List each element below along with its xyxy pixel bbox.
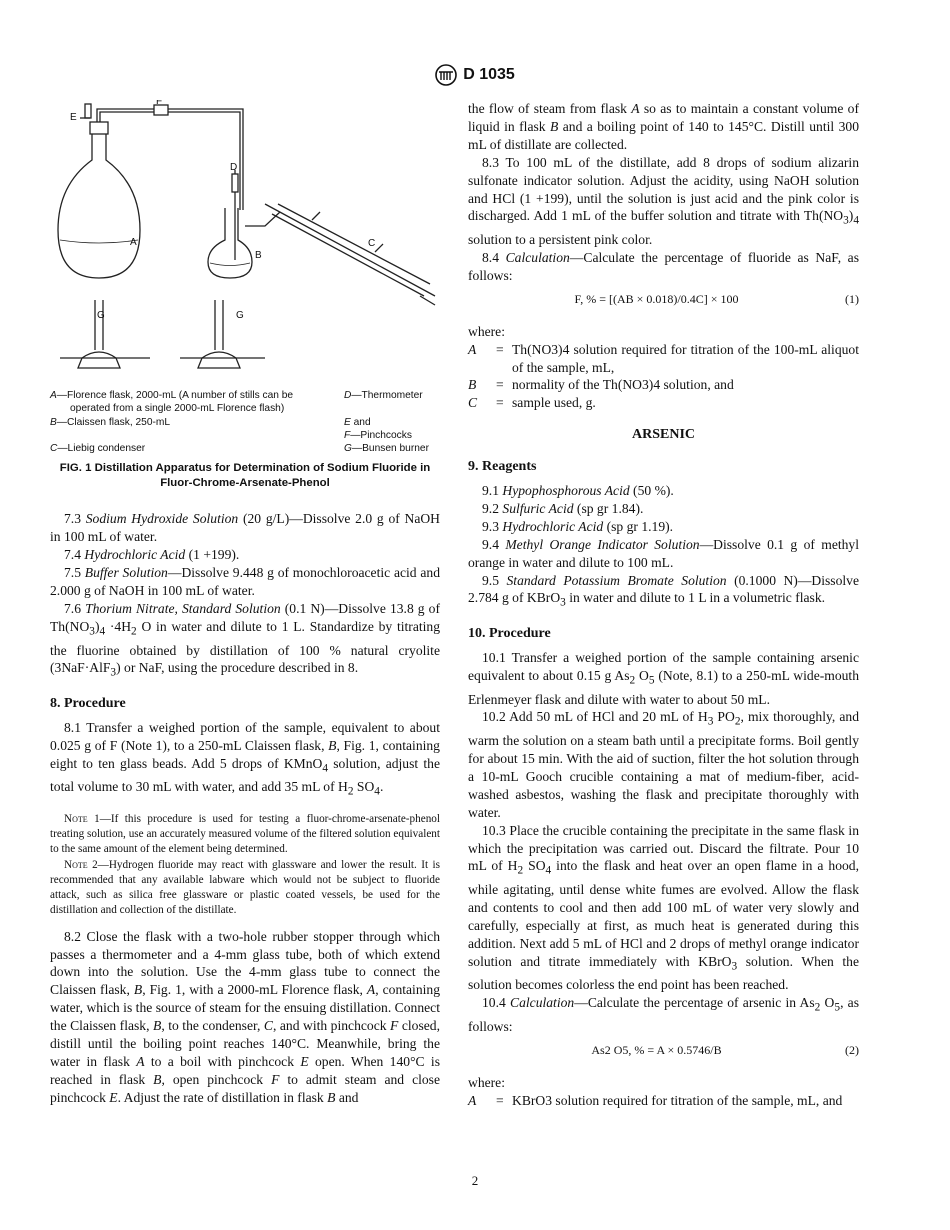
paragraph-9-2: 9.2 Sulfuric Acid (sp gr 1.84). (482, 500, 644, 516)
where-label-1: where: (468, 323, 505, 339)
legend-item-a-cont: operated from a single 2000-mL Florence flash) (70, 403, 285, 415)
page-number: 2 (471, 1173, 479, 1188)
document-designation: D 1035 (463, 66, 515, 83)
legend-item-g: G—Bunsen burner (344, 443, 429, 455)
figure-apparatus (50, 100, 440, 385)
left-column (50, 100, 440, 1107)
paragraph-7-3: 7.3 Sodium Hydroxide Solution (20 g/L)—Dissolve 2.0 g of NaOH in 100 mL of water. (50, 511, 440, 545)
legend-item-c: C—Liebig condenser (50, 443, 146, 455)
label-g-left: G (97, 310, 105, 321)
paragraph-8-3: 8.3 To 100 mL of the distillate, add 8 drops of sodium alizarin sulfonate indicator solution. Adjust the acidity, using NaOH solution and HCl (1 +199), until the solution is just acid and the pink color is discharged. Add 1 mL of the buffer solution and titrate with $Th(NO_3)_4$ solution to a persistent pink color. (468, 154, 859, 248)
definition-a: A = Th(NO3)4 solution required for titration of the 100-mL aliquot of the sample, mL, (468, 341, 859, 375)
legend-item-b: B—Claissen flask, 250-mL (50, 416, 171, 428)
legend-item-e: E and (344, 416, 371, 428)
legend-item-a: A—Florence flask, 2000-mL (A number of stills can be (50, 390, 294, 401)
astm-logo-icon (435, 64, 457, 86)
legend-spacer (50, 429, 340, 442)
legend-left (50, 389, 340, 455)
paragraph-7-6: 7.6 Thorium Nitrate, Standard Solution (0.1 N)—Dissolve 13.8 g of $Th(NO_3)_4 \cdot 4H_2$ O in water and dilute to 1 L. Standardize by titrating the fluorine obtained by distillation of 100 % natural cryolite (3NaF·AlF$_3$) or NaF, using the procedure described in 8. (50, 601, 441, 680)
note-2: Note 2—Hydrogen fluoride may react with glassware and lower the result. It is recommended that any available labware which would not be subject to fluoride attack, such as silica free glassware or plastic coated vessels, be used for the distillation and collection of the distillate. (50, 859, 440, 916)
label-f: F (156, 100, 163, 107)
note-1: Note 1—If this procedure is used for testing a fluor-chrome-arsenate-phenol treating solution, use an accurately measured volume of the filtered solution equivalent to the same amount of the element being determined. (50, 813, 440, 855)
equation-2-number: (2) (845, 1042, 859, 1057)
paragraph-7-5: 7.5 Buffer Solution—Dissolve 9.448 g of monochloroacetic acid and 2.000 g of NaOH in 100 mL of water. (50, 565, 440, 599)
distillation-apparatus-drawing (50, 100, 440, 385)
section-10-heading: 10. Procedure (468, 626, 551, 642)
paragraph-8-4: 8.4 Calculation—Calculate the percentage of fluoride as NaF, as follows: (468, 249, 859, 283)
paragraph-8-2: 8.2 Close the flask with a two-hole rubber stopper through which passes a thermometer and a 4-mm glass tube, both of which extend down into the solution. Use the 4-mm glass tube to connect the Claissen flask, B, Fig. 1, with a 2000-mL Florence flask, A, containing water, which is the source of steam for the ensuing distillation. Connect the Claissen flask, B, to the condenser, C, and with pinchcock F closed, distill until the boiling point reaches 140°C. Meanwhile, bring the water in flask A to a boil with pinchcock E open. When 140°C is reached in flask B, open pinchcock F to admit steam and close pinchcock E. Adjust the rate of distillation in flask B and (50, 928, 441, 1105)
section-9-heading: 9. Reagents (468, 459, 537, 475)
legend-item-f: F—Pinchcocks (344, 429, 412, 441)
label-a: A (130, 237, 137, 248)
paragraph-10-2: 10.2 Add 50 mL of HCl and 20 mL of $H_3$ $PO_2$, mix thoroughly, and warm the solution on a steam bath until a precipitate forms. Boil gently for about 15 min. With the aid of suction, filter the hot solution through a 10-mL Gooch crucible containing a mat of medium-fiber, acid-washed asbestos, washing the flask and precipitate thoroughly with water. (468, 709, 859, 820)
equation-2 (468, 1042, 859, 1060)
paragraph-9-4: 9.4 Methyl Orange Indicator Solution—Dissolve 0.1 g of methyl orange in water and dilute to 100 mL. (468, 536, 860, 570)
equation-1-number: (1) (845, 291, 859, 306)
paragraph-8-2-cont: the flow of steam from flask A so as to maintain a constant volume of liquid in flask B and a boiling point of 140 to 145°C. Distill until 300 mL of distillate are collected. (468, 101, 860, 152)
page-header (0, 64, 950, 86)
paragraph-7-4: 7.4 Hydrochloric Acid (1 +199). (64, 547, 240, 563)
paragraph-9-3: 9.3 Hydrochloric Acid (sp gr 1.19). (482, 518, 674, 534)
where-label-2: where: (468, 1074, 505, 1090)
paragraph-9-5: 9.5 Standard Potassium Bromate Solution (0.1000 N)—Dissolve 2.784 g of KBrO$_3$ in water and dilute to 1 L in a volumetric flask. (468, 572, 859, 610)
equation-2-formula: As2 O5, % = A × 0.5746/B (591, 1042, 722, 1057)
figure-caption: FIG. 1 Distillation Apparatus for Determination of Sodium Fluoride in Fluor-Chrome-Arsenate-Phenol (59, 462, 431, 489)
legend-spacer (344, 402, 440, 415)
paragraph-10-4: 10.4 Calculation—Calculate the percentage of arsenic in $As_2$ $O_5$, as follows: (468, 995, 860, 1034)
arsenic-heading: ARSENIC (631, 427, 695, 443)
label-g-right: G (236, 310, 244, 321)
paragraph-10-1: 10.1 Transfer a weighed portion of the sample containing arsenic equivalent to about 0.15 g $As_2$ $O_5$ (Note, 8.1) to a 250-mL wide-mouth Erlenmeyer flask and dilute with water to about 50 mL. (468, 650, 859, 707)
label-b: B (255, 250, 262, 261)
equation-1-formula: F, % = [(AB × 0.018)/0.4C] × 100 (574, 291, 739, 306)
legend-item-d: D—Thermometer (344, 390, 423, 401)
equation-1 (468, 291, 859, 309)
paragraph-9-1: 9.1 Hypophosphorous Acid (50 %). (482, 483, 674, 499)
definition-a-kbro3: A = KBrO3 solution required for titration of the sample, mL, and (468, 1092, 843, 1108)
label-e: E (70, 112, 77, 123)
definition-b: B = normality of the Th(NO3)4 solution, and (468, 377, 734, 393)
right-column (468, 100, 859, 1109)
definition-c: C = sample used, g. (468, 395, 596, 411)
legend-right (344, 389, 440, 455)
figure-legend (50, 389, 440, 455)
definitions-1 (468, 341, 859, 413)
paragraph-8-1: 8.1 Transfer a weighed portion of the sample, equivalent to about 0.025 g of F (Note 1), to a 250-mL Claissen flask, B, Fig. 1, containing eight to ten glass beads. Add 5 drops of KMnO$_4$ solution, adjust the total volume to 30 mL with water, and add 35 mL of $H_2$ $SO_4$. (50, 719, 440, 799)
section-8-heading: 8. Procedure (50, 696, 126, 712)
paragraph-10-3: 10.3 Place the crucible containing the precipitate in the same flask in which the precipitation was carried out. Discard the filtrate. Pour 10 mL of $H_2$ $SO_4$ into the flask and heat over an open flame in a hood, while agitating, until dense white fumes are evolved. Allow the flask and contents to cool and then add 100 mL of water very slowly and carefully, especially at first, as much heat is generated during this addition. Next add 5 mL of HCl and 2 drops of methyl orange indicator solution and titrate immediately with KBrO$_3$ solution. When the solution becomes colorless the end point has been reached. (468, 822, 860, 993)
definitions-2 (468, 1092, 859, 1110)
label-c: C (368, 238, 376, 249)
label-d: D (230, 162, 238, 173)
